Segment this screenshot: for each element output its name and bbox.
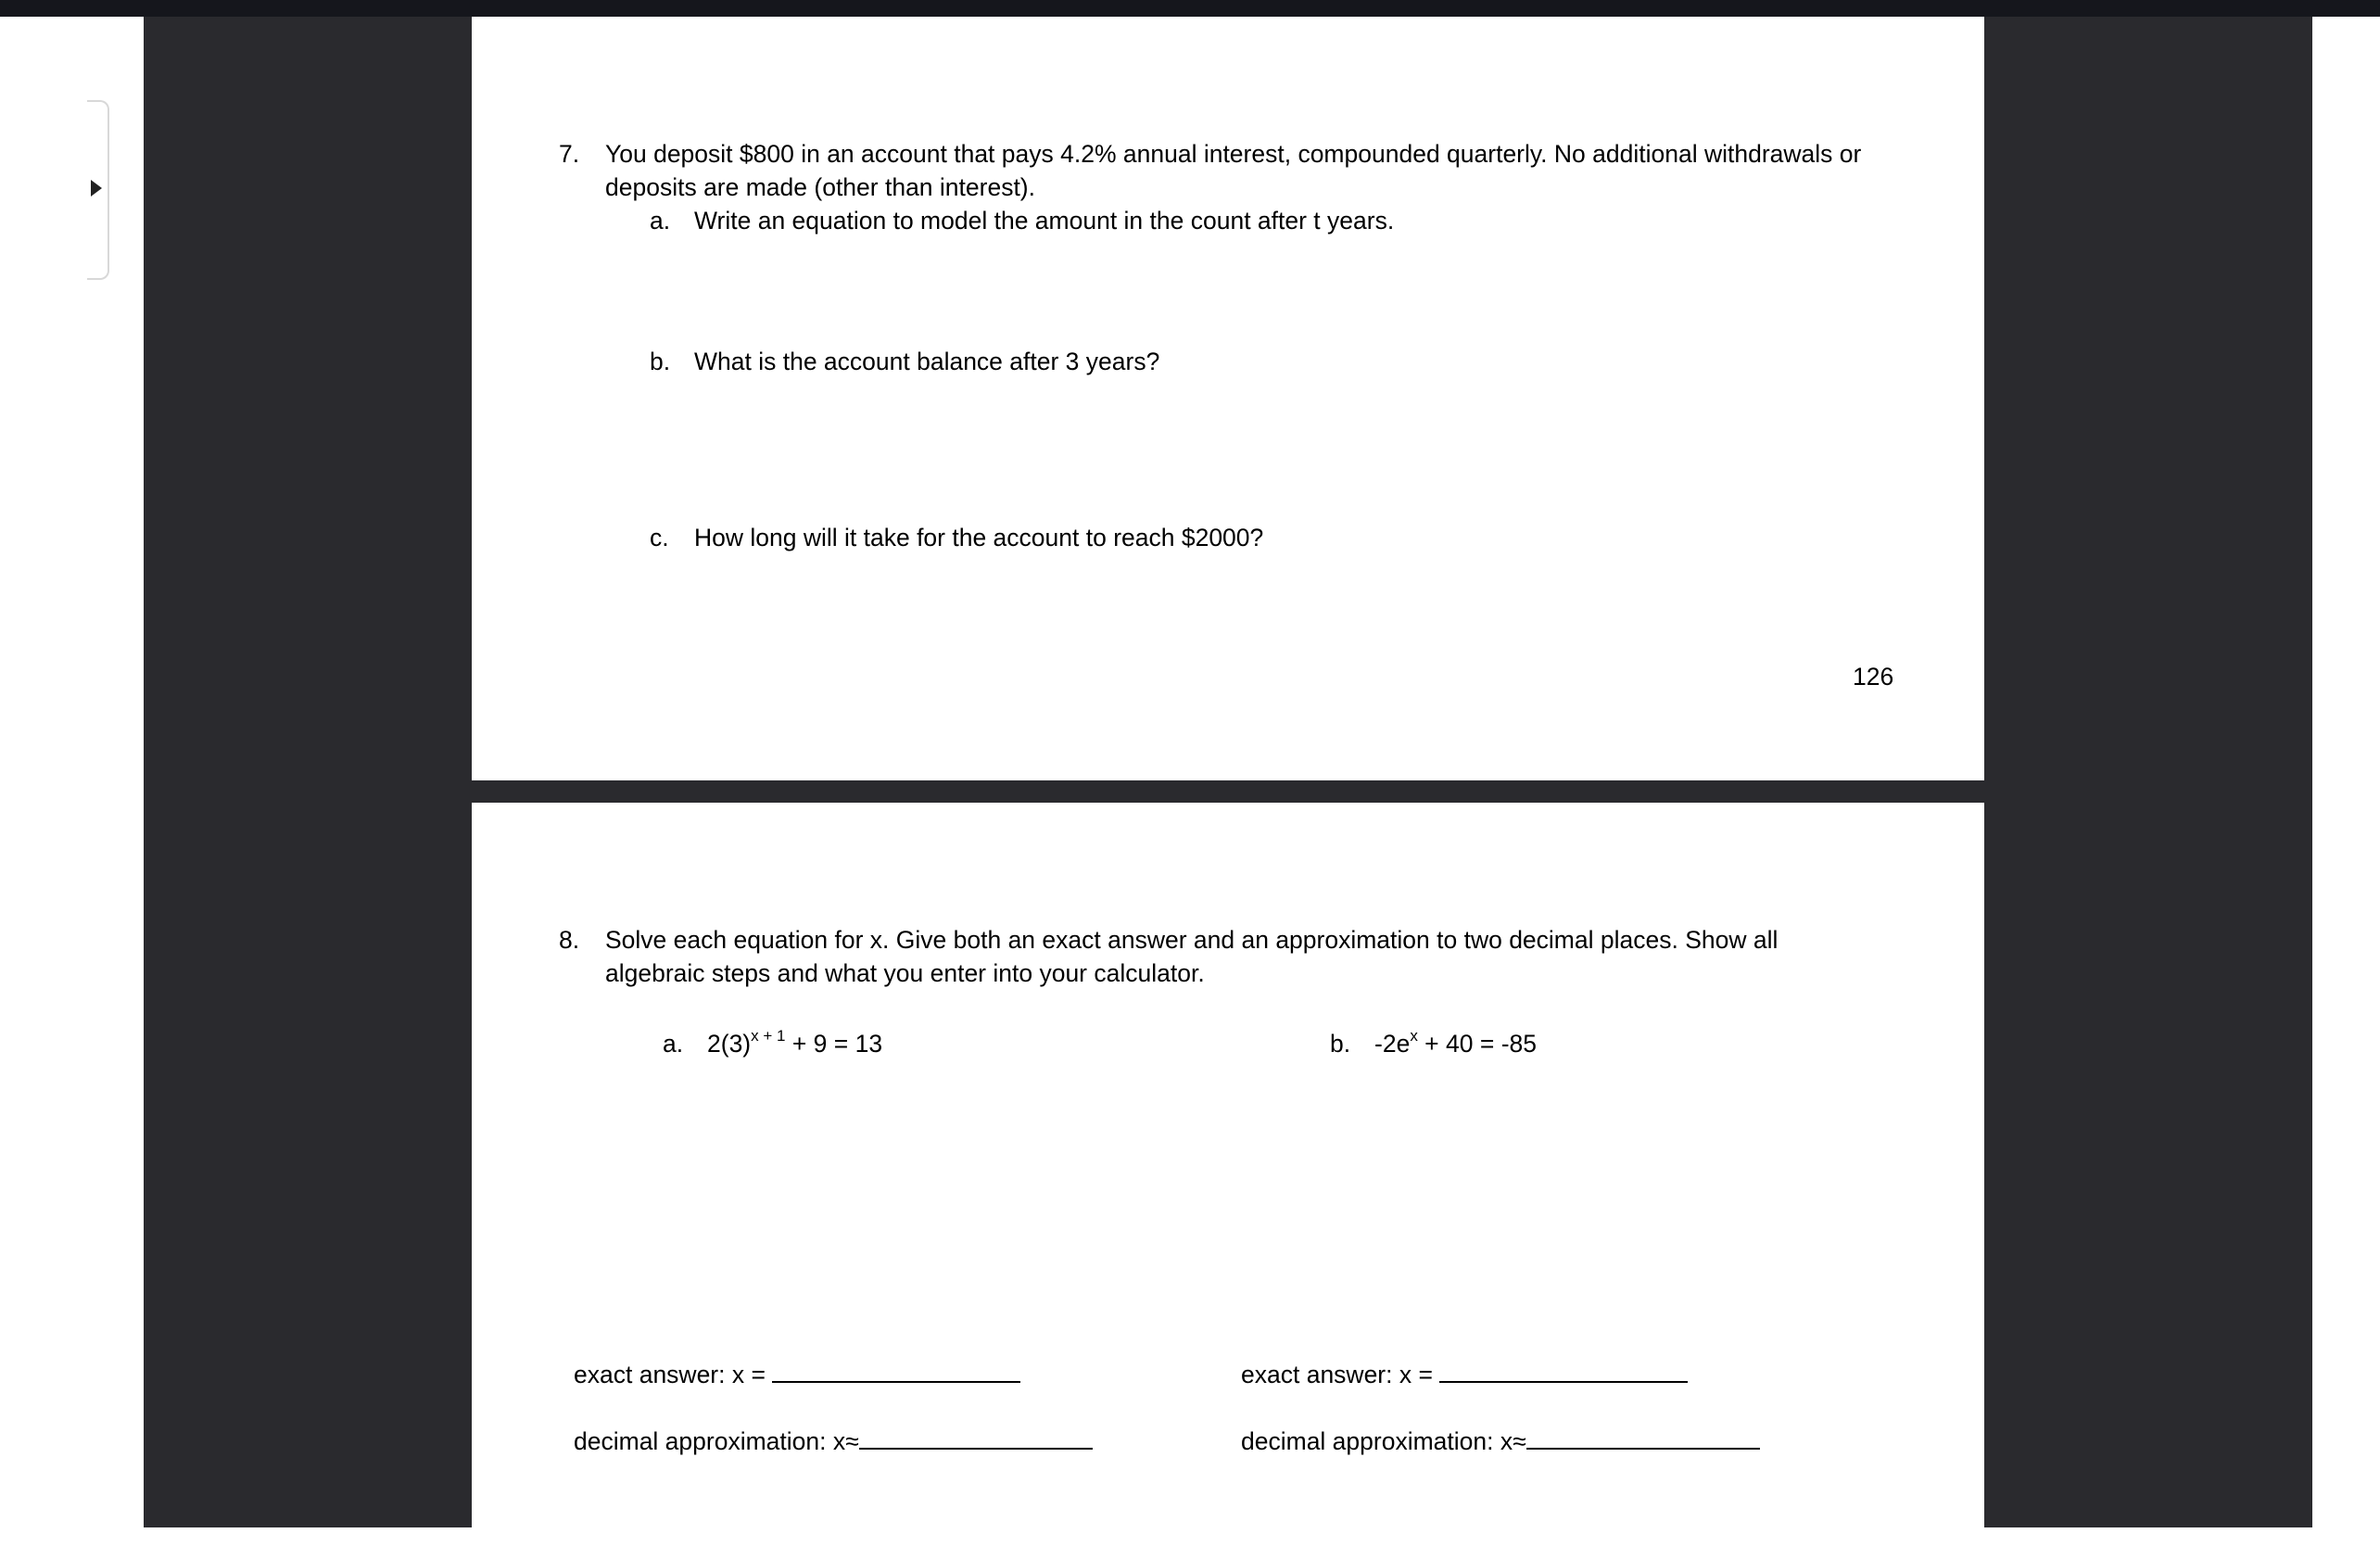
question-8b-rest: + 40 = -85: [1417, 1030, 1537, 1058]
answer-b-decimal-label: decimal approximation: x≈: [1241, 1427, 1526, 1455]
answer-b-exact-blank[interactable]: [1439, 1357, 1688, 1383]
answer-b-decimal-blank[interactable]: [1526, 1424, 1760, 1450]
question-8a-equation: [707, 1027, 882, 1060]
answer-b-exact-label: exact answer: x =: [1241, 1361, 1440, 1388]
window-top-bar: [0, 0, 2380, 17]
answer-a-exact-blank[interactable]: [772, 1357, 1020, 1383]
question-8b-equation: [1374, 1027, 1537, 1060]
question-8b-exponent: x: [1410, 1027, 1418, 1045]
question-8b-base: -2e: [1374, 1030, 1411, 1058]
question-7c-text: How long will it take for the account to reach $2000?: [694, 524, 1264, 551]
question-7b-marker: b.: [650, 348, 671, 375]
question-7c-marker: c.: [650, 524, 669, 551]
question-7-text-line1: You deposit $800 in an account that pays 4.2% annual interest, compounded quarterly. No additional withdrawals or: [605, 140, 1862, 168]
answer-b-exact: [1241, 1357, 1688, 1391]
question-8a-base: 2(3): [707, 1030, 752, 1058]
answer-a-decimal-label: decimal approximation: x≈: [574, 1427, 859, 1455]
document-page-127: [472, 803, 1984, 1527]
page-number: 126: [1853, 663, 1894, 691]
question-8-number: 8.: [559, 926, 580, 954]
answer-a-exact-label: exact answer: x =: [574, 1361, 773, 1388]
question-7-number: 7.: [559, 140, 580, 168]
answer-b-decimal: [1241, 1424, 1760, 1458]
question-7b-text: What is the account balance after 3 years?: [694, 348, 1160, 375]
question-8-text-line2: algebraic steps and what you enter into your calculator.: [605, 959, 1205, 987]
answer-a-decimal: [574, 1424, 1093, 1458]
question-8-text-line1: Solve each equation for x. Give both an exact answer and an approximation to two decimal places. Show all: [605, 926, 1779, 954]
question-8a-exponent: x + 1: [751, 1027, 786, 1045]
answer-a-decimal-blank[interactable]: [859, 1424, 1093, 1450]
question-7a-marker: a.: [650, 207, 671, 234]
answer-a-exact: [574, 1357, 1020, 1391]
question-8b-marker: b.: [1330, 1030, 1351, 1058]
expand-arrow-icon[interactable]: [91, 180, 102, 196]
question-7a-text: Write an equation to model the amount in the count after t years.: [694, 207, 1395, 234]
question-8a-marker: a.: [663, 1030, 684, 1058]
question-8a-rest: + 9 = 13: [785, 1030, 883, 1058]
document-page-126: [472, 17, 1984, 780]
question-7-text-line2: deposits are made (other than interest).: [605, 173, 1035, 201]
